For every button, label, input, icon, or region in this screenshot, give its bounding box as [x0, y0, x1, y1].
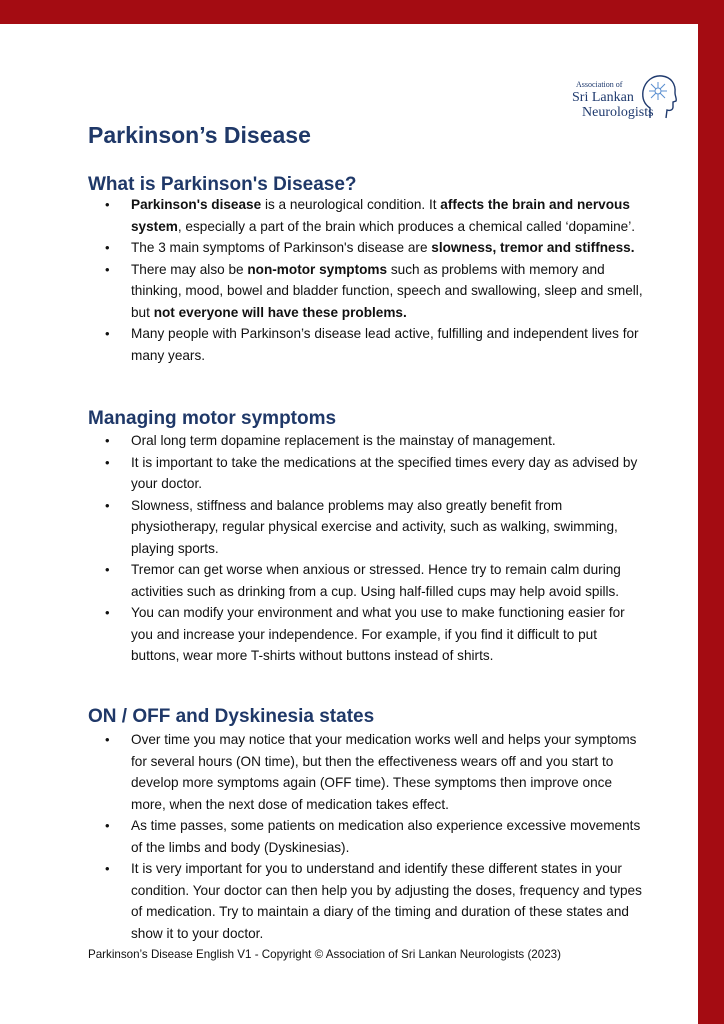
bullet-icon: •: [105, 261, 110, 277]
list-item: • You can modify your environment and what you use to make functioning easier for you and increase your independence. For example, if you find it difficult to put buttons, wear more T-shirts without buttons instead of shirts.: [98, 602, 646, 667]
list-item: • Many people with Parkinson’s disease lead active, fulfilling and independent lives for many years.: [98, 323, 646, 366]
page-border-right: [698, 0, 724, 1024]
bullet-icon: •: [105, 818, 110, 833]
copyright-footer: Parkinson’s Disease English V1 - Copyright © Association of Sri Lankan Neurologists (2023): [88, 948, 561, 961]
logo-line-1: Association of: [576, 80, 623, 89]
managing-motor-list: [98, 430, 646, 667]
list-item: • It is important to take the medications at the specified times every day as advised by your doctor.: [98, 452, 646, 495]
bullet-icon: •: [105, 433, 110, 448]
list-item: • There may also be non-motor symptoms such as problems with memory and thinking, mood, bowel and bladder function, speech and swallowing, sleep and smell, but not everyone will have these problems.: [98, 259, 646, 324]
on-off-list: [98, 729, 646, 944]
logo-line-2: Sri Lankan: [572, 90, 634, 105]
list-item: • The 3 main symptoms of Parkinson's disease are slowness, tremor and stiffness.: [98, 237, 646, 259]
page-border-top: [0, 0, 724, 24]
bullet-icon: •: [105, 562, 110, 577]
bullet-icon: •: [105, 605, 110, 620]
logo-line-3: Neurologists: [582, 105, 654, 120]
list-item: • Tremor can get worse when anxious or stressed. Hence try to remain calm during activities such as drinking from a cup. Using half-filled cups may help avoid spills.: [98, 559, 646, 602]
list-item: • Over time you may notice that your medication works well and helps your symptoms for several hours (ON time), but then the effectiveness wears off and you start to develop more symptoms again (OFF time). These symptoms then improve once more, when the next dose of medication takes effect.: [98, 729, 646, 815]
association-logo: [566, 70, 686, 126]
section-heading-on-off: ON / OFF and Dyskinesia states: [88, 706, 375, 727]
bullet-icon: •: [105, 497, 110, 513]
list-item: • Oral long term dopamine replacement is the mainstay of management.: [98, 430, 646, 452]
bullet-icon: •: [105, 240, 110, 255]
list-item: • Slowness, stiffness and balance problems may also greatly benefit from physiotherapy, regular physical exercise and activity, such as walking, swimming, playing sports.: [98, 495, 646, 560]
bullet-icon: •: [105, 732, 110, 747]
section-heading-what-is: What is Parkinson's Disease?: [88, 174, 357, 195]
list-item: • It is very important for you to understand and identify these different states in your condition. Your doctor can then help you by adjusting the doses, frequency and types of medication. Try to maintain a diary of the timing and duration of these states and show it to your doctor.: [98, 858, 646, 944]
bullet-icon: •: [105, 861, 110, 876]
page-title: Parkinson’s Disease: [88, 122, 311, 148]
head-profile-icon: [640, 72, 678, 122]
bullet-icon: •: [105, 326, 110, 341]
list-item: • Parkinson's disease is a neurological condition. It affects the brain and nervous system, especially a part of the brain which produces a chemical called ‘dopamine’.: [98, 194, 646, 237]
bullet-icon: •: [105, 197, 110, 212]
section-heading-managing-motor: Managing motor symptoms: [88, 408, 337, 429]
list-item: • As time passes, some patients on medication also experience excessive movements of the limbs and body (Dyskinesias).: [98, 815, 646, 858]
what-is-list: [98, 194, 646, 366]
bullet-icon: •: [105, 454, 110, 470]
